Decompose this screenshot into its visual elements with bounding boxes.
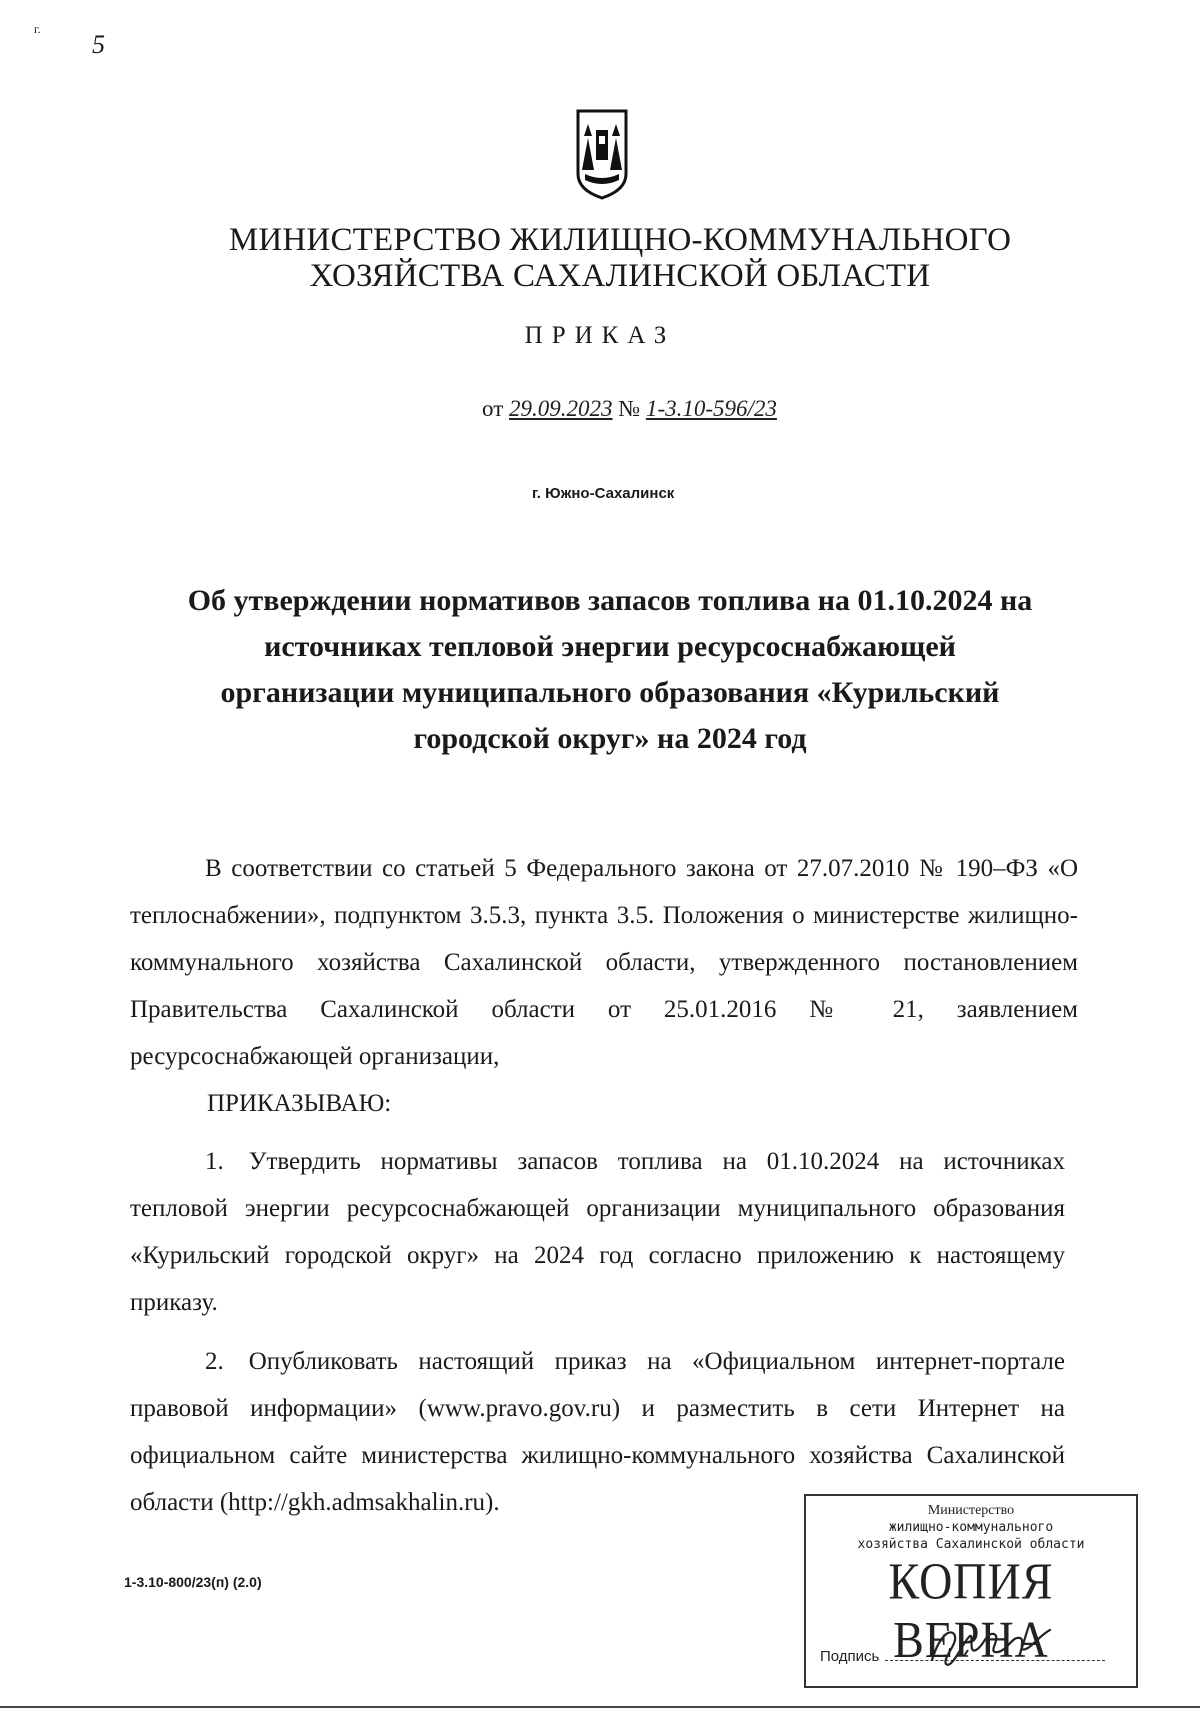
page-number-handwritten: 5 [92,30,105,59]
decree-word: ПРИКАЗЫВАЮ: [207,1090,392,1117]
date-prefix: от [482,396,504,421]
order-date: 29.09.2023 [509,396,613,421]
coat-of-arms-icon [575,108,629,200]
number-prefix: № [618,396,641,421]
order-date-number [482,396,777,422]
ministry-name-line: МИНИСТЕРСТВО ЖИЛИЩНО-КОММУНАЛЬНОГО [228,222,1012,258]
order-heading: ПРИКАЗ [524,322,676,349]
signature-label: Подпись [820,1648,880,1665]
ministry-name [180,222,1060,294]
item-2-paragraph: 2. Опубликовать настоящий приказ на «Официальном интернет-портале правовой информации» (www.pravo.gov.ru) и разместить в сети Интернет на официальном сайте министерства жилищно-коммунального хозяйства Сахалинской области (http://gkh.admsakhalin.ru). [130,1348,1065,1516]
scan-border-line [0,1706,1200,1708]
stamp-main-text: КОПИЯ ВЕРНА [888,1552,1054,1669]
title-line: организации муниципального образования «Курильский [220,676,1000,709]
title-line: источниках тепловой энергии ресурсоснабжающей [264,630,956,663]
title-line: городской округ» на 2024 год [413,722,807,755]
intro-paragraph: В соответствии со статьей 5 Федерального закона от 27.07.2010 № 190–ФЗ «О теплоснабжении», подпунктом 3.5.3, пункта 3.5. Положения о министерстве жилищно-коммунального хозяйства Сахалинской области, утвержденного постановлением Правительства Сахалинской области от 25.01.2016 № 21, заявлением ресурсоснабжающей организации, [130,855,1078,1070]
city-label: г. Южно-Сахалинск [532,485,675,502]
order-number: 1-3.10-596/23 [645,396,777,421]
stamp-line: хозяйства Сахалинской области [857,1537,1085,1552]
stamp-line: Министерство [927,1503,1015,1518]
item-1-paragraph: 1. Утвердить нормативы запасов топлива на 01.10.2024 на источниках тепловой энергии ресурсоснабжающей организации муниципального образования «Курильский городской округ» на 2024 год согласно приложению к настоящему приказу. [130,1148,1065,1316]
title-line: Об утверждении нормативов запасов топлива на 01.10.2024 на [187,584,1033,617]
handwritten-signature-icon [924,1620,1054,1672]
document-code: 1-3.10-800/23(п) (2.0) [124,1574,262,1590]
stamp-line: жилищно-коммунального [888,1520,1054,1535]
corner-mark: г. [34,22,41,36]
document-title [150,578,1070,762]
ministry-name-line: ХОЗЯЙСТВА САХАЛИНСКОЙ ОБЛАСТИ [309,258,931,294]
